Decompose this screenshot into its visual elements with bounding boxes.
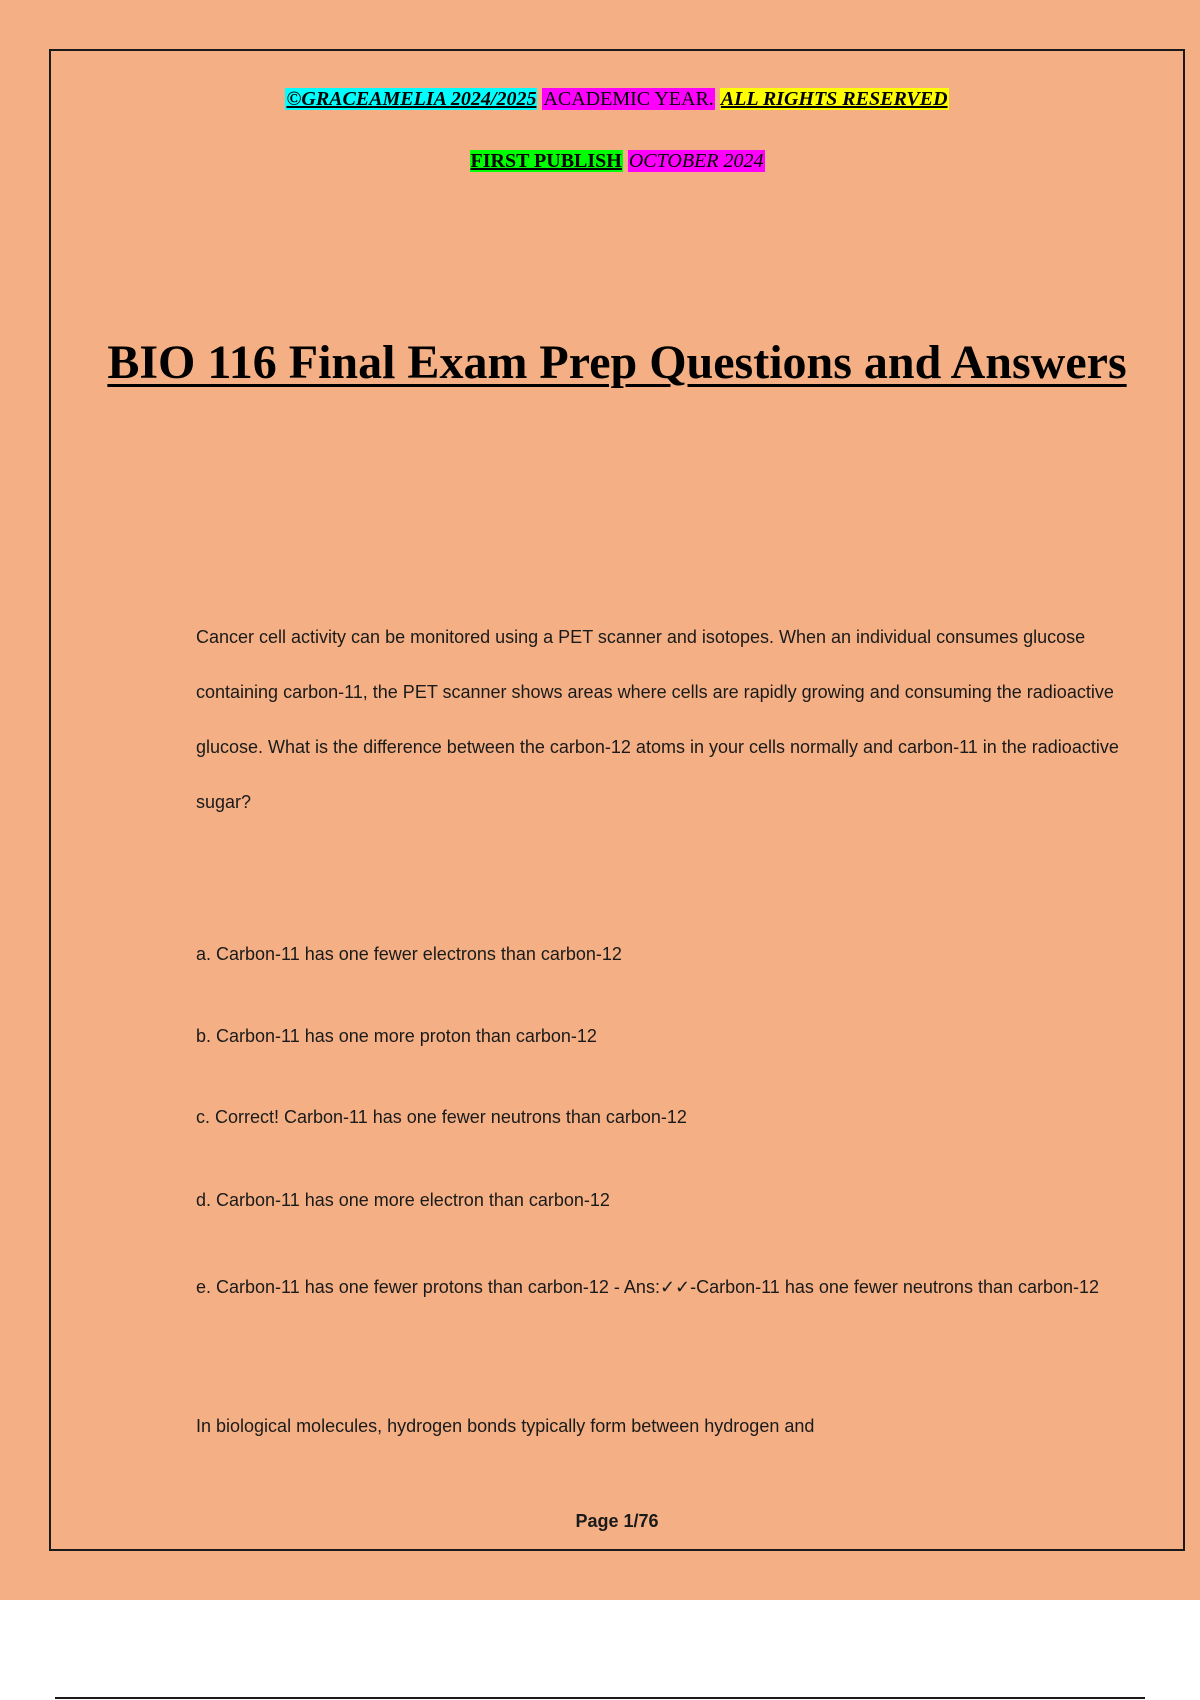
document-title-text: BIO 116 Final Exam Prep Questions and Answers [107,336,1127,389]
academic-year-label: ACADEMIC YEAR. [543,88,714,110]
answer-option-e: e. Carbon-11 has one fewer protons than carbon-12 - Ans:✓✓-Carbon-11 has one fewer neutrons than carbon-12 [196,1277,1100,1297]
question-2-text: In biological molecules, hydrogen bonds typically form between hydrogen and [196,1416,815,1436]
first-publish-label: FIRST PUBLISH [470,150,622,172]
header-copyright-line [51,87,1183,111]
publish-date-label: OCTOBER 2024 [628,150,764,172]
document-title [51,319,1183,407]
answer-option-a: a. Carbon-11 has one fewer electrons than carbon-12 [196,944,622,964]
answer-option-d: d. Carbon-11 has one more electron than carbon-12 [196,1190,610,1210]
rights-reserved-label: ALL RIGHTS RESERVED [720,88,948,110]
page-border-frame [49,49,1185,1551]
page-number: Page 1/76 [575,1511,659,1531]
copyright-notice: ©GRACEAMELIA 2024/2025 [286,88,537,110]
answer-option-c: c. Correct! Carbon-11 has one fewer neutrons than carbon-12 [196,1107,687,1127]
answer-option-b: b. Carbon-11 has one more proton than carbon-12 [196,1026,597,1046]
bottom-divider-line [55,1697,1145,1699]
question-1-text: Cancer cell activity can be monitored using a PET scanner and isotopes. When an individual consumes glucose containing carbon-11, the PET scanner shows areas where cells are rapidly growing and consuming the radioactive glucose. What is the difference between the carbon-12 atoms in your cells normally and carbon-11 in the radioactive sugar? [196,627,1119,812]
header-publish-line [51,149,1183,173]
